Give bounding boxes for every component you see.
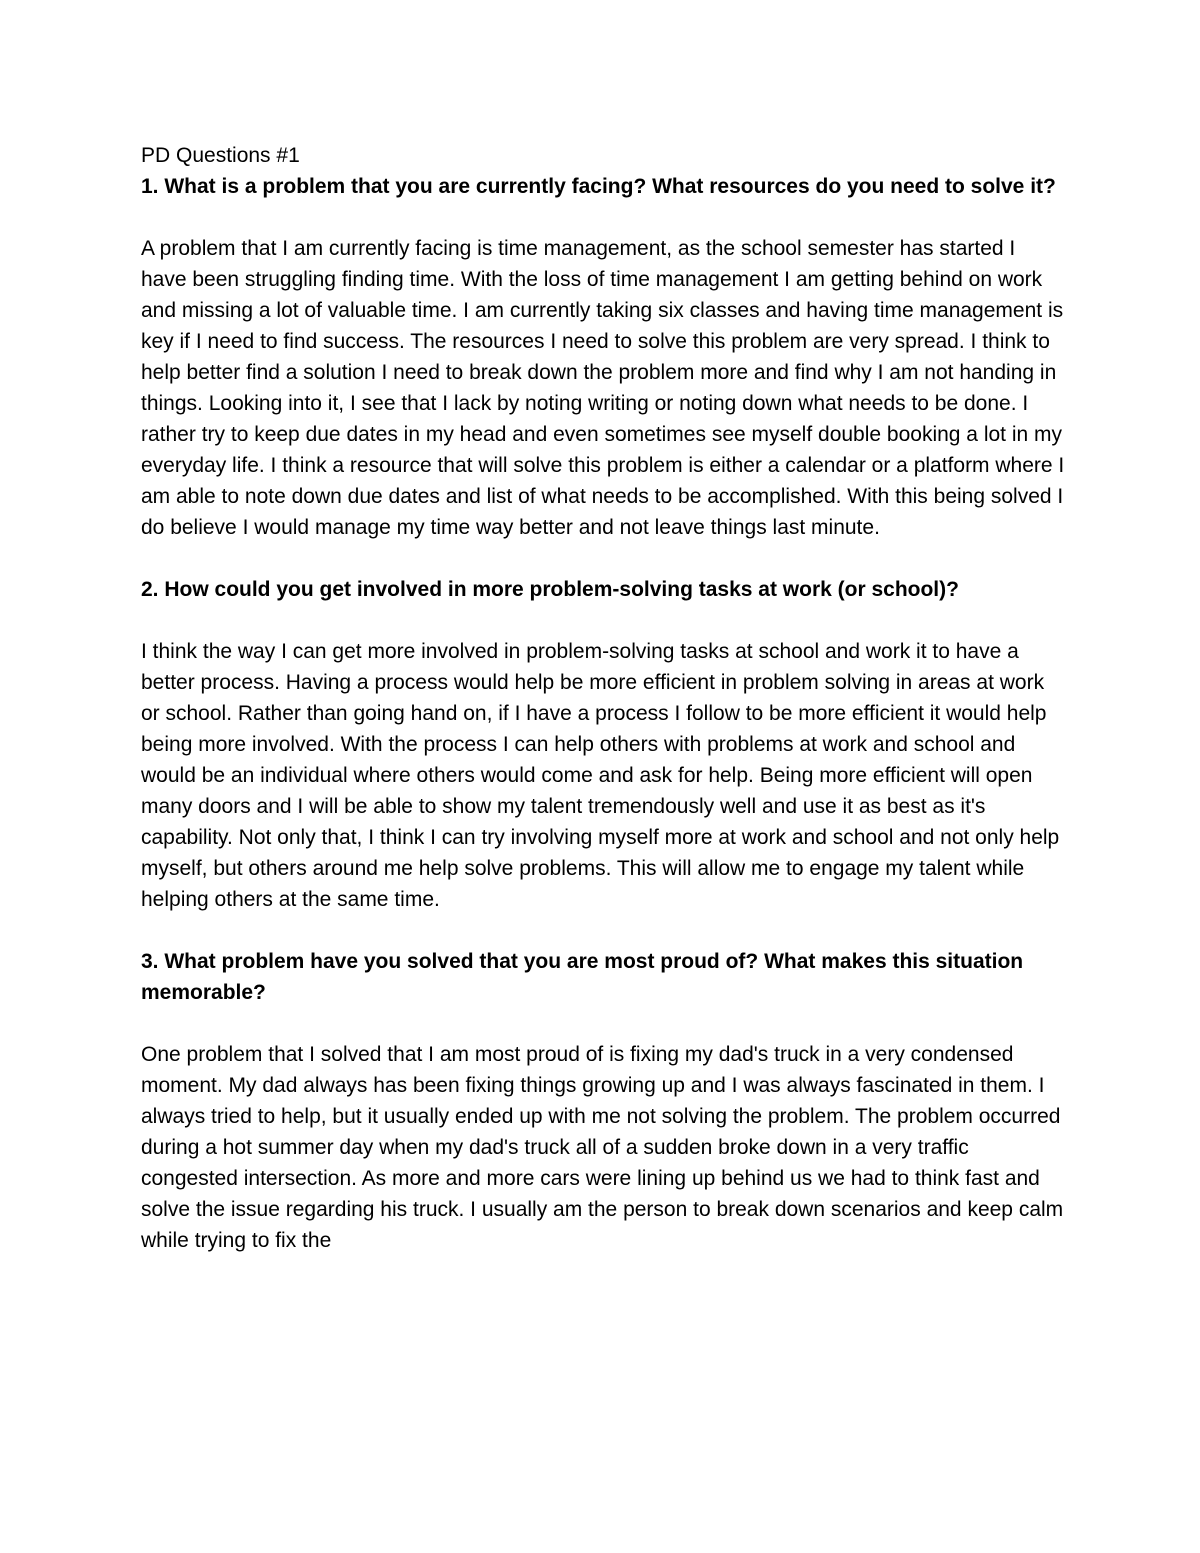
question-1: 1. What is a problem that you are currently facing? What resources do you need to solve it? [141,175,1056,198]
document-body [141,140,1066,1256]
answer-1: A problem that I am currently facing is time management, as the school semester has started I have been struggling finding time. With the loss of time management I am getting behind on work and missing a lot of valuable time. I am currently taking six classes and having time management is key if I need to find success. The resources I need to solve this problem are very spread. I think to help better find a solution I need to break down the problem more and find why I am not handing in things. Looking into it, I see that I lack by noting writing or noting down what needs to be done. I rather try to keep due dates in my head and even sometimes see myself double booking a lot in my everyday life. I think a resource that will solve this problem is either a calendar or a platform where I am able to note down due dates and list of what needs to be accomplished. With this being solved I do believe I would manage my time way better and not leave things last minute. [141,237,1065,539]
question-3: 3. What problem have you solved that you are most proud of? What makes this situation memorable? [141,950,1024,1004]
document-title: PD Questions #1 [141,144,300,167]
answer-3: One problem that I solved that I am most proud of is fixing my dad's truck in a very condensed moment. My dad always has been fixing things growing up and I was always fascinated in them. I always tried to help, but it usually ended up with me not solving the problem. The problem occurred during a hot summer day when my dad's truck all of a sudden broke down in a very traffic congested intersection. As more and more cars were lining up behind us we had to think fast and solve the issue regarding his truck. I usually am the person to break down scenarios and keep calm while trying to fix the [141,1043,1064,1252]
answer-2: I think the way I can get more involved in problem-solving tasks at school and work it to have a better process. Having a process would help be more efficient in problem solving in areas at work or school. Rather than going hand on, if I have a process I follow to be more efficient it would help being more involved. With the process I can help others with problems at work and school and would be an individual where others would come and ask for help. Being more efficient will open many doors and I will be able to show my talent tremendously well and use it as best as it's capability. Not only that, I think I can try involving myself more at work and school and not only help myself, but others around me help solve problems. This will allow me to engage my talent while helping others at the same time. [141,640,1060,911]
question-2: 2. How could you get involved in more problem-solving tasks at work (or school)? [141,578,959,601]
